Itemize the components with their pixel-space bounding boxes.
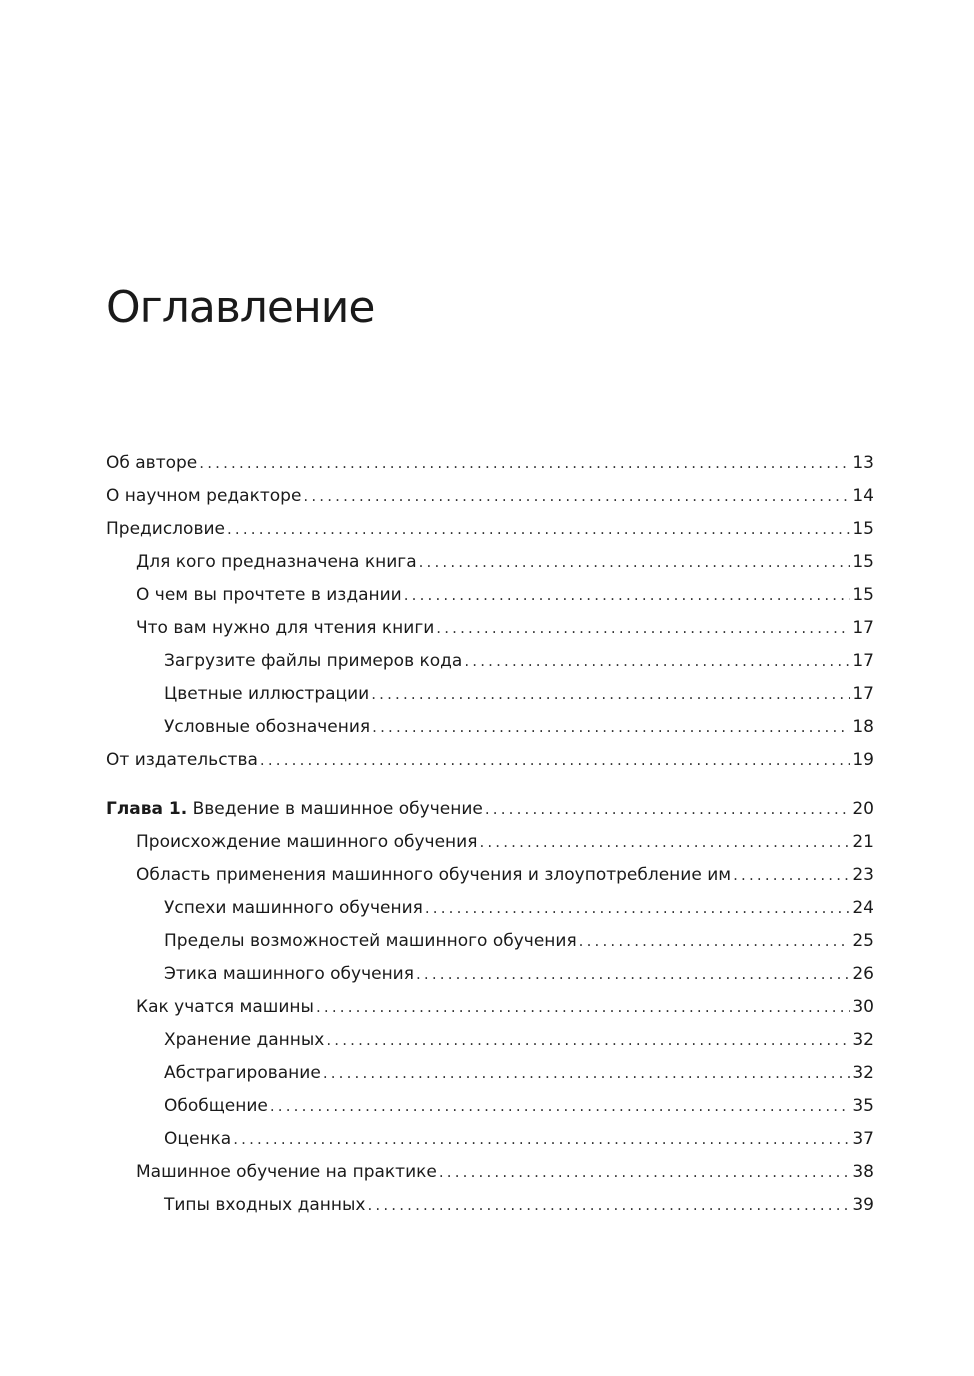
toc-entry[interactable] bbox=[106, 826, 874, 859]
toc-page-number: 26 bbox=[852, 964, 874, 984]
toc-entry-text: Хранение данных bbox=[164, 1030, 325, 1050]
toc-page-number: 20 bbox=[852, 799, 874, 819]
dot-leader bbox=[199, 447, 850, 480]
toc-entry-text: Машинное обучение на практике bbox=[136, 1162, 437, 1182]
toc-entry[interactable] bbox=[106, 513, 874, 546]
toc-page-number: 17 bbox=[852, 651, 874, 671]
toc-page-number: 15 bbox=[852, 585, 874, 605]
toc-entry-text: Загрузите файлы примеров кода bbox=[164, 651, 463, 671]
dot-leader bbox=[371, 678, 850, 711]
toc-entry-title bbox=[164, 711, 370, 744]
toc-entry-title bbox=[164, 958, 414, 991]
toc-entry-title bbox=[136, 859, 731, 892]
toc-page-number: 18 bbox=[852, 717, 874, 737]
toc-entry-text: Предисловие bbox=[106, 519, 225, 539]
toc-entry-text: О чем вы прочтете в издании bbox=[136, 585, 402, 605]
toc-page-number: 21 bbox=[852, 832, 874, 852]
dot-leader bbox=[316, 991, 850, 1024]
table-of-contents bbox=[106, 447, 874, 1222]
toc-page-number: 35 bbox=[852, 1096, 874, 1116]
toc-page-number: 39 bbox=[852, 1195, 874, 1215]
toc-entry-title bbox=[136, 1156, 437, 1189]
toc-page-number: 14 bbox=[852, 486, 874, 506]
toc-entry-text: Пределы возможностей машинного обучения bbox=[164, 931, 577, 951]
toc-entry[interactable] bbox=[106, 744, 874, 777]
toc-entry-text: О научном редакторе bbox=[106, 486, 302, 506]
toc-entry-title bbox=[136, 579, 402, 612]
dot-leader bbox=[227, 513, 850, 546]
toc-page-number: 38 bbox=[852, 1162, 874, 1182]
toc-entry-text: Типы входных данных bbox=[164, 1195, 366, 1215]
toc-entry-title bbox=[136, 612, 434, 645]
toc-entry-title bbox=[106, 744, 258, 777]
toc-entry-title bbox=[106, 513, 225, 546]
toc-entry-title bbox=[136, 826, 477, 859]
dot-leader bbox=[733, 859, 850, 892]
toc-entry[interactable] bbox=[106, 546, 874, 579]
dot-leader bbox=[323, 1057, 851, 1090]
toc-entry-text: Этика машинного обучения bbox=[164, 964, 414, 984]
toc-entry-text: Происхождение машинного обучения bbox=[136, 832, 478, 852]
page-title: Оглавление bbox=[106, 282, 375, 333]
toc-entry[interactable] bbox=[106, 1156, 874, 1189]
toc-entry[interactable] bbox=[106, 1189, 874, 1222]
toc-page-number: 32 bbox=[852, 1063, 874, 1083]
dot-leader bbox=[260, 744, 850, 777]
toc-page-number: 32 bbox=[852, 1030, 874, 1050]
toc-entry[interactable] bbox=[106, 612, 874, 645]
toc-entry-title bbox=[136, 546, 417, 579]
toc-entry-text: От издательства bbox=[106, 750, 258, 770]
toc-entry-text: Область применения машинного обучения и злоупотребление им bbox=[136, 865, 732, 885]
toc-entry-text: Успехи машинного обучения bbox=[164, 898, 423, 918]
toc-entry-text: Об авторе bbox=[106, 453, 198, 473]
dot-leader bbox=[233, 1123, 850, 1156]
toc-entry-text: Что вам нужно для чтения книги bbox=[136, 618, 435, 638]
toc-page-number: 24 bbox=[852, 898, 874, 918]
toc-page-number: 25 bbox=[852, 931, 874, 951]
toc-entry-title bbox=[106, 793, 483, 826]
toc-page-number: 13 bbox=[852, 453, 874, 473]
toc-page-number: 23 bbox=[852, 865, 874, 885]
toc-entry-text: Оценка bbox=[164, 1129, 232, 1149]
toc-entry[interactable] bbox=[106, 892, 874, 925]
dot-leader bbox=[439, 1156, 850, 1189]
toc-entry[interactable] bbox=[106, 925, 874, 958]
chapter-label: Глава 1. bbox=[106, 799, 188, 819]
toc-entry[interactable] bbox=[106, 1024, 874, 1057]
dot-leader bbox=[579, 925, 851, 958]
toc-page-number: 37 bbox=[852, 1129, 874, 1149]
toc-entry[interactable] bbox=[106, 678, 874, 711]
toc-entry-title bbox=[164, 1189, 366, 1222]
toc-entry-title bbox=[164, 645, 462, 678]
toc-entry[interactable] bbox=[106, 991, 874, 1024]
toc-page-number: 15 bbox=[852, 519, 874, 539]
dot-leader bbox=[404, 579, 851, 612]
dot-leader bbox=[479, 826, 850, 859]
toc-entry[interactable] bbox=[106, 1090, 874, 1123]
dot-leader bbox=[485, 793, 851, 826]
toc-page-number: 30 bbox=[852, 997, 874, 1017]
toc-entry-title bbox=[164, 678, 369, 711]
toc-entry[interactable] bbox=[106, 859, 874, 892]
toc-entry-title bbox=[164, 925, 577, 958]
dot-leader bbox=[372, 711, 850, 744]
toc-entry-title bbox=[164, 1024, 324, 1057]
toc-entry-title bbox=[106, 480, 301, 513]
dot-leader bbox=[270, 1090, 851, 1123]
dot-leader bbox=[368, 1189, 851, 1222]
dot-leader bbox=[425, 892, 851, 925]
toc-entry[interactable] bbox=[106, 579, 874, 612]
toc-entry-title bbox=[164, 1057, 321, 1090]
toc-page-number: 15 bbox=[852, 552, 874, 572]
toc-page-number: 19 bbox=[852, 750, 874, 770]
dot-leader bbox=[416, 958, 850, 991]
dot-leader bbox=[303, 480, 850, 513]
toc-entry-title bbox=[136, 991, 314, 1024]
toc-entry[interactable] bbox=[106, 1057, 874, 1090]
toc-entry-text: Как учатся машины bbox=[136, 997, 314, 1017]
toc-entry[interactable] bbox=[106, 645, 874, 678]
dot-leader bbox=[464, 645, 850, 678]
toc-entry[interactable] bbox=[106, 958, 874, 991]
toc-entry-text: Абстрагирование bbox=[164, 1063, 321, 1083]
toc-entry[interactable] bbox=[106, 480, 874, 513]
toc-entry-title bbox=[164, 1090, 268, 1123]
toc-entry[interactable] bbox=[106, 711, 874, 744]
toc-entry-text: Обобщение bbox=[164, 1096, 268, 1116]
dot-leader bbox=[419, 546, 851, 579]
toc-chapter-entry[interactable] bbox=[106, 793, 874, 826]
toc-entry-text: Цветные иллюстрации bbox=[164, 684, 370, 704]
toc-entry-title bbox=[106, 447, 197, 480]
toc-entry-title bbox=[164, 892, 423, 925]
toc-entry-text: Для кого предназначена книга bbox=[136, 552, 417, 572]
toc-page-number: 17 bbox=[852, 618, 874, 638]
toc-page-number: 17 bbox=[852, 684, 874, 704]
dot-leader bbox=[436, 612, 850, 645]
dot-leader bbox=[326, 1024, 850, 1057]
toc-entry-text: Условные обозначения bbox=[164, 717, 371, 737]
toc-entry-text: Введение в машинное обучение bbox=[192, 799, 483, 819]
toc-entry[interactable] bbox=[106, 447, 874, 480]
toc-entry-title bbox=[164, 1123, 231, 1156]
toc-entry[interactable] bbox=[106, 1123, 874, 1156]
